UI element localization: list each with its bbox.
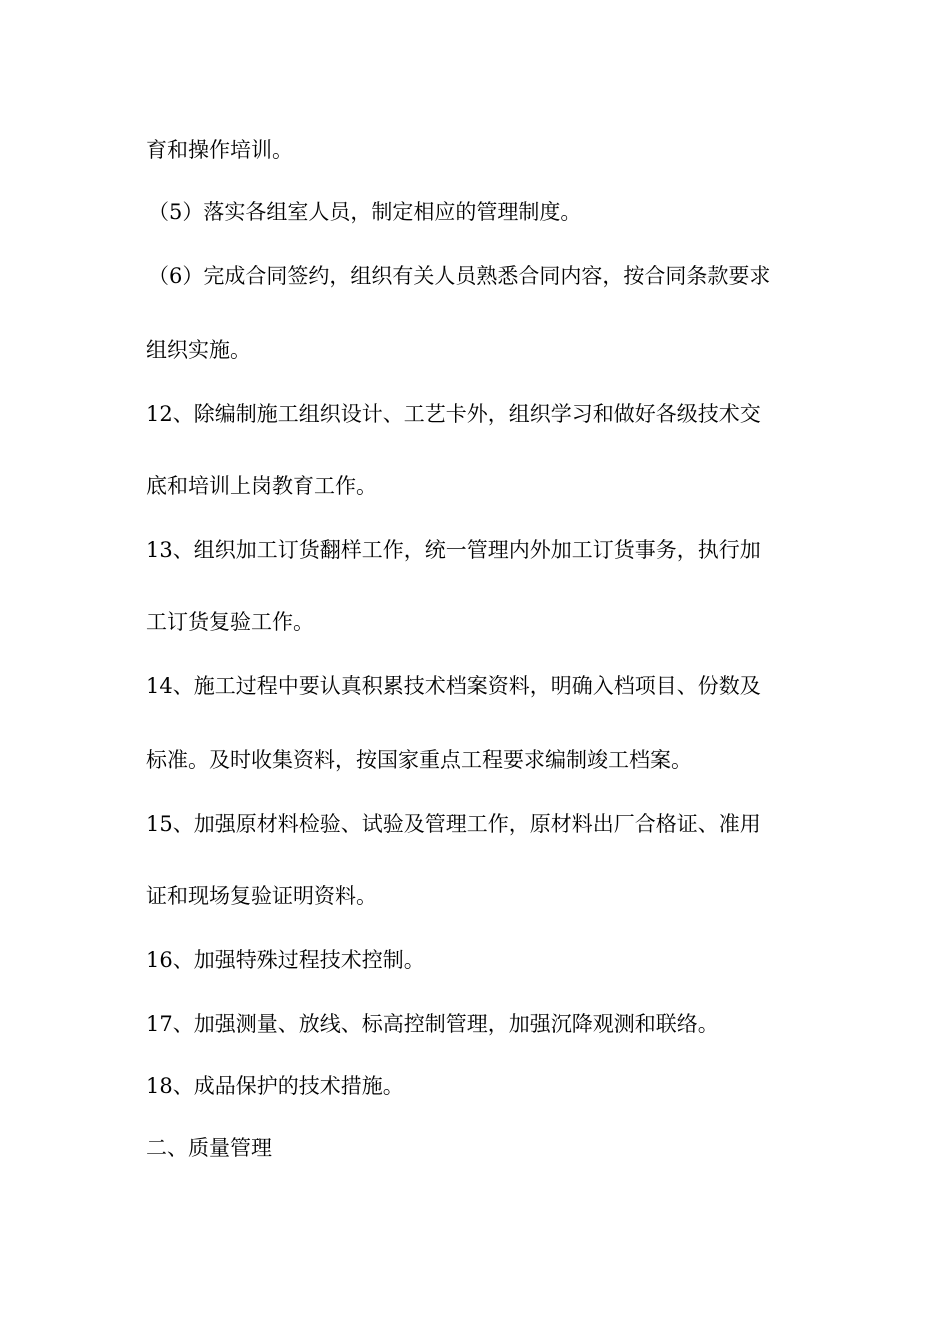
text-line: 工订货复验工作。 xyxy=(146,610,314,634)
text-line: 17、加强测量、放线、标高控制管理，加强沉降观测和联络。 xyxy=(146,1012,719,1036)
text-line: 18、成品保护的技术措施。 xyxy=(146,1074,404,1098)
text-line: 12、除编制施工组织设计、工艺卡外，组织学习和做好各级技术交 xyxy=(146,402,761,426)
text-line: （5）落实各组室人员，制定相应的管理制度。 xyxy=(148,200,582,224)
text-line: 13、组织加工订货翻样工作，统一管理内外加工订货事务，执行加 xyxy=(146,538,761,562)
text-line: 育和操作培训。 xyxy=(146,138,293,162)
text-line: 16、加强特殊过程技术控制。 xyxy=(146,948,425,972)
text-line: 14、施工过程中要认真积累技术档案资料，明确入档项目、份数及 xyxy=(146,674,761,698)
section-heading: 二、质量管理 xyxy=(146,1136,272,1160)
text-line: 15、加强原材料检验、试验及管理工作，原材料出厂合格证、准用 xyxy=(146,812,761,836)
text-line: 标准。及时收集资料，按国家重点工程要求编制竣工档案。 xyxy=(146,748,692,772)
text-line: 组织实施。 xyxy=(146,338,251,362)
text-line: 底和培训上岗教育工作。 xyxy=(146,474,377,498)
text-line: （6）完成合同签约，组织有关人员熟悉合同内容，按合同条款要求 xyxy=(148,264,771,288)
text-line: 证和现场复验证明资料。 xyxy=(146,884,377,908)
